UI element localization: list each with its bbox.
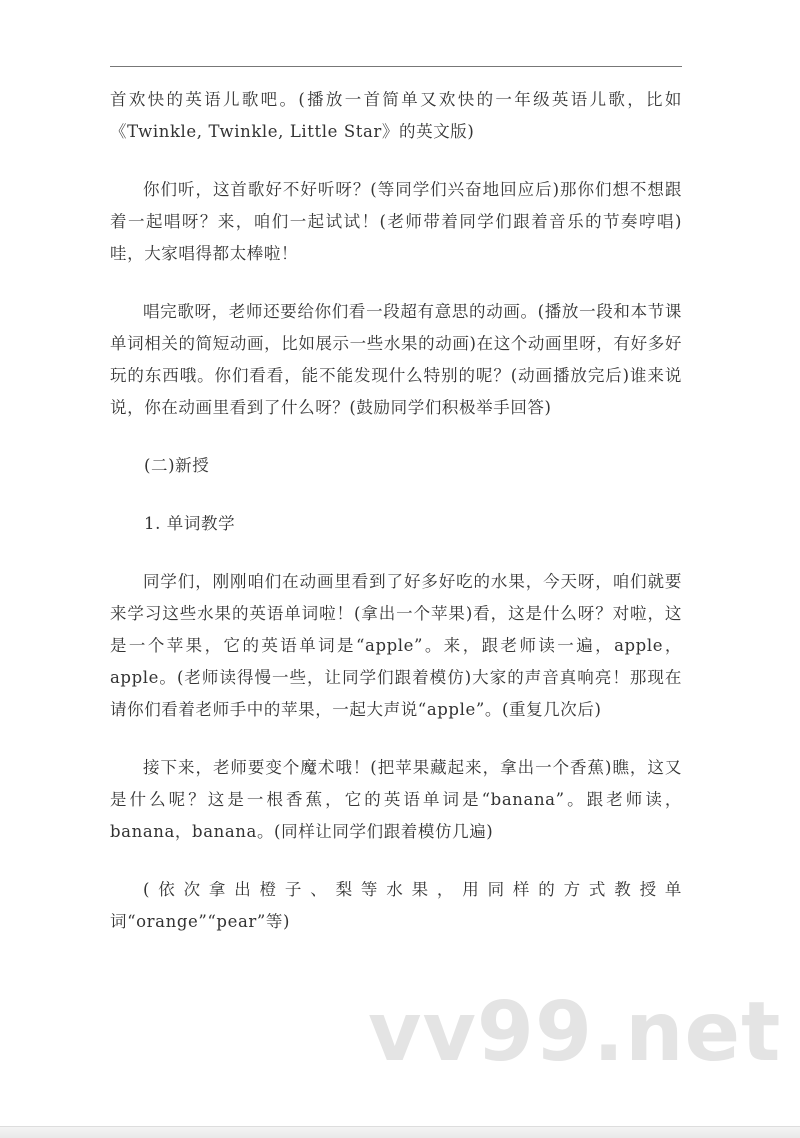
paragraph-song-intro: 首欢快的英语儿歌吧。(播放一首简单又欢快的一年级英语儿歌，比如《Twinkle, Twinkle, Little Star》的英文版) (110, 90, 682, 141)
document-body (110, 84, 682, 938)
paragraph-orange-pear: (依次拿出橙子、梨等水果，用同样的方式教授单词“orange”“pear”等) (110, 880, 682, 931)
watermark: vv99.net (368, 985, 782, 1080)
subsection-heading-vocabulary: 1. 单词教学 (144, 514, 236, 533)
paragraph-sing-along: 你们听，这首歌好不好听呀？(等同学们兴奋地回应后)那你们想不想跟着一起唱呀？来，咱们一起试试！(老师带着同学们跟着音乐的节奏哼唱)哇，大家唱得都太棒啦！ (110, 180, 682, 263)
paragraph-animation: 唱完歌呀，老师还要给你们看一段超有意思的动画。(播放一段和本节课单词相关的简短动画，比如展示一些水果的动画)在这个动画里呀，有好多好玩的东西哦。你们看看，能不能发现什么特别的呢？(动画播放完后)谁来说说，你在动画里看到了什么呀？(鼓励同学们积极举手回答) (110, 302, 682, 417)
header-rule (110, 66, 682, 67)
paragraph-banana: 接下来，老师要变个魔术哦！(把苹果藏起来，拿出一个香蕉)瞧，这又是什么呢？这是一根香蕉，它的英语单词是“banana”。跟老师读，banana，banana。(同样让同学们跟着模仿几遍) (110, 758, 682, 841)
paragraph-apple: 同学们，刚刚咱们在动画里看到了好多好吃的水果，今天呀，咱们就要来学习这些水果的英语单词啦！(拿出一个苹果)看，这是什么呀？对啦，这是一个苹果，它的英语单词是“apple”。来，跟老师读一遍，apple，apple。(老师读得慢一些，让同学们跟着模仿)大家的声音真响亮！那现在请你们看着老师手中的苹果，一起大声说“apple”。(重复几次后) (110, 572, 682, 719)
section-heading-new-lesson: (二)新授 (144, 456, 210, 475)
page-bottom-edge (0, 1126, 800, 1138)
